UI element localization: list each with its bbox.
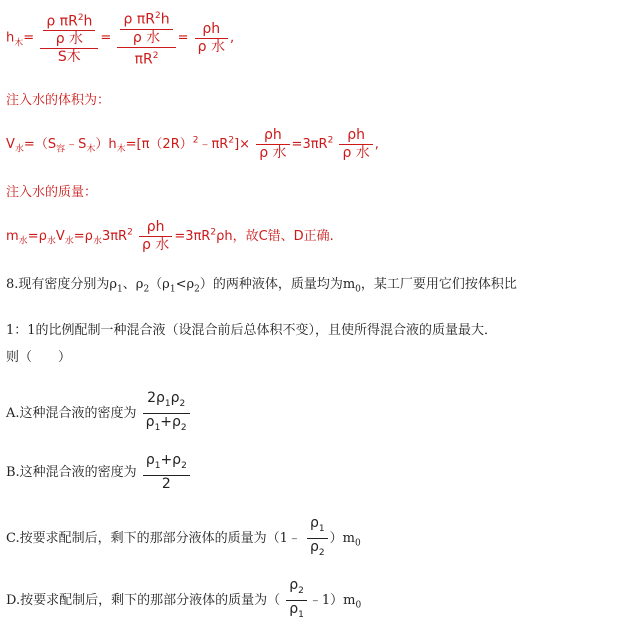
formula-text: =3πR: [291, 137, 328, 152]
formula-text: =: [23, 30, 35, 46]
fraction-numerator: [286, 577, 307, 601]
subscript: 2: [194, 284, 200, 295]
formula-text: 2ρ: [147, 390, 165, 406]
subscript: 2: [181, 460, 187, 471]
formula-water-volume: [6, 127, 379, 162]
superscript: 2: [210, 227, 217, 238]
formula-text: ρ: [310, 538, 319, 555]
subscript: 1: [164, 398, 171, 409]
fraction-denominator: [117, 48, 175, 69]
formula-text: =ρ: [73, 229, 93, 244]
fraction-denominator: ρ 水: [132, 29, 161, 46]
superscript: 2: [77, 12, 84, 23]
subscript: 2: [179, 398, 186, 409]
subscript: 0: [354, 538, 361, 549]
fraction-numerator: [120, 8, 172, 30]
question-8-line-3: 则（ ）: [6, 350, 72, 365]
formula-text: +ρ: [160, 452, 182, 468]
formula-text: ﹣πR: [198, 137, 229, 152]
fraction-numerator: ρh: [256, 127, 289, 145]
option-label: B.这种混合液的密度为: [6, 464, 137, 480]
subscript: 水: [64, 236, 74, 247]
option-text: ﹣1）m: [308, 592, 356, 608]
formula-text: =: [100, 30, 112, 46]
subscript: 容: [56, 144, 66, 155]
formula-text: =3πR: [174, 229, 211, 244]
formula-text: h: [83, 13, 93, 30]
fraction: [143, 452, 190, 493]
question-text: ，某工厂要用它们按体积比: [360, 277, 517, 292]
fraction-numerator: [143, 390, 190, 414]
fraction-denominator: [286, 601, 307, 624]
superscript: 2: [327, 135, 334, 146]
formula-text: ρ πR: [123, 11, 155, 28]
option-label: A.这种混合液的密度为: [6, 405, 137, 421]
fraction: [339, 127, 372, 162]
question-8-line-2: 1：1的比例配制一种混合液（设混合前后总体积不变），且使所得混合液的质量最大．: [6, 323, 498, 338]
formula-text: ρh，故C错、D正确.: [216, 229, 334, 244]
fraction: [120, 8, 172, 47]
heading-water-volume: 注入水的体积为：: [6, 93, 111, 108]
fraction-numerator: [40, 10, 98, 50]
formula-text: h: [160, 11, 170, 28]
subscript: 1: [154, 422, 161, 433]
option-c: [6, 515, 361, 562]
subscript: 0: [355, 284, 361, 295]
formula-text: m: [6, 229, 19, 244]
formula-text: ﹣S: [65, 137, 87, 152]
fraction-numerator: ρh: [195, 21, 228, 39]
fraction: [143, 390, 190, 437]
fraction-denominator: ρ 水: [141, 237, 170, 253]
formula-text: ]×: [234, 137, 251, 152]
formula-text: ρ: [170, 390, 180, 406]
formula-text: V: [6, 137, 15, 152]
formula-text: =[π（2R）: [125, 137, 193, 152]
superscript: 2: [228, 135, 235, 146]
fraction-numerator: ρh: [139, 219, 172, 237]
option-label: C.按要求配制后，剩下的那部分液体的质量为（1﹣: [6, 530, 301, 546]
fraction: [139, 219, 172, 254]
subscript: 2: [180, 422, 187, 433]
question-text: ）的两种液体，质量均为m: [199, 277, 356, 292]
fraction-denominator: ρ 水: [197, 38, 225, 55]
formula-text: ρ: [289, 600, 299, 617]
fraction: [195, 21, 228, 56]
superscript: 2: [154, 11, 161, 21]
formula-text: ）h: [95, 137, 117, 152]
formula-text: =（S: [23, 137, 57, 152]
fraction-denominator: ρ 水: [342, 145, 370, 161]
option-text: ）m: [329, 530, 355, 546]
question-text: 8.现有密度分别为ρ: [6, 277, 118, 292]
subscript: 2: [298, 585, 304, 596]
fraction-denominator: ρ 水: [259, 145, 287, 161]
fraction-denominator: [143, 414, 190, 437]
subscript: 木: [86, 144, 96, 155]
formula-text: ρ: [145, 413, 155, 430]
subscript: 2: [318, 547, 325, 558]
fraction-numerator: [43, 10, 95, 32]
option-a: [6, 390, 192, 437]
fraction-denominator: S木: [57, 49, 81, 66]
fraction: [40, 10, 98, 67]
formula-text: ρ: [310, 515, 319, 531]
formula-text: 3πR: [101, 229, 128, 244]
question-text: （ρ: [149, 277, 170, 292]
fraction: [43, 10, 95, 49]
subscript: 水: [92, 236, 102, 247]
formula-text: V: [55, 229, 65, 244]
subscript: 1: [117, 284, 123, 295]
subscript: 水: [14, 144, 24, 155]
formula-text: ,: [374, 137, 379, 152]
formula-text: =: [177, 30, 189, 46]
formula-text: ρ πR: [46, 13, 78, 30]
subscript: 1: [169, 284, 176, 295]
subscript: 1: [298, 609, 304, 620]
formula-text: ρ: [289, 577, 299, 593]
subscript: 水: [46, 236, 56, 247]
subscript: 1: [318, 523, 325, 534]
question-text: 、ρ: [122, 277, 144, 292]
formula-h-wood: [6, 8, 234, 68]
superscript: 2: [152, 50, 159, 61]
subscript: 2: [143, 284, 150, 295]
formula-text: =ρ: [27, 229, 47, 244]
subscript: 1: [154, 460, 161, 471]
option-b: [6, 452, 192, 493]
option-d: [6, 577, 361, 624]
fraction: [256, 127, 289, 162]
formula-text: h: [6, 30, 15, 46]
fraction: [117, 8, 175, 68]
question-8-line-1: [6, 277, 517, 298]
formula-text: +ρ: [160, 413, 181, 430]
formula-text: ρ: [145, 452, 155, 468]
formula-text: ,: [229, 30, 235, 46]
formula-water-mass: [6, 219, 334, 254]
fraction: [307, 515, 328, 562]
fraction-numerator: [143, 452, 190, 476]
fraction-numerator: [307, 515, 328, 539]
fraction-denominator: [307, 539, 328, 562]
fraction-denominator: ρ 水: [55, 31, 84, 48]
fraction-numerator: [117, 8, 175, 48]
fraction: [286, 577, 307, 624]
superscript: 2: [127, 227, 133, 238]
question-text: <ρ: [175, 277, 195, 292]
fraction-denominator: 2: [161, 475, 171, 492]
subscript: 水: [18, 236, 28, 247]
fraction-numerator: ρh: [339, 127, 372, 145]
formula-text: πR: [134, 51, 153, 68]
heading-water-mass: 注入水的质量：: [6, 185, 98, 200]
subscript: 0: [355, 600, 362, 611]
superscript: 2: [192, 135, 199, 146]
option-label: D.按要求配制后，剩下的那部分液体的质量为（: [6, 592, 281, 608]
subscript: 木: [116, 144, 126, 155]
subscript: 木: [14, 38, 24, 49]
